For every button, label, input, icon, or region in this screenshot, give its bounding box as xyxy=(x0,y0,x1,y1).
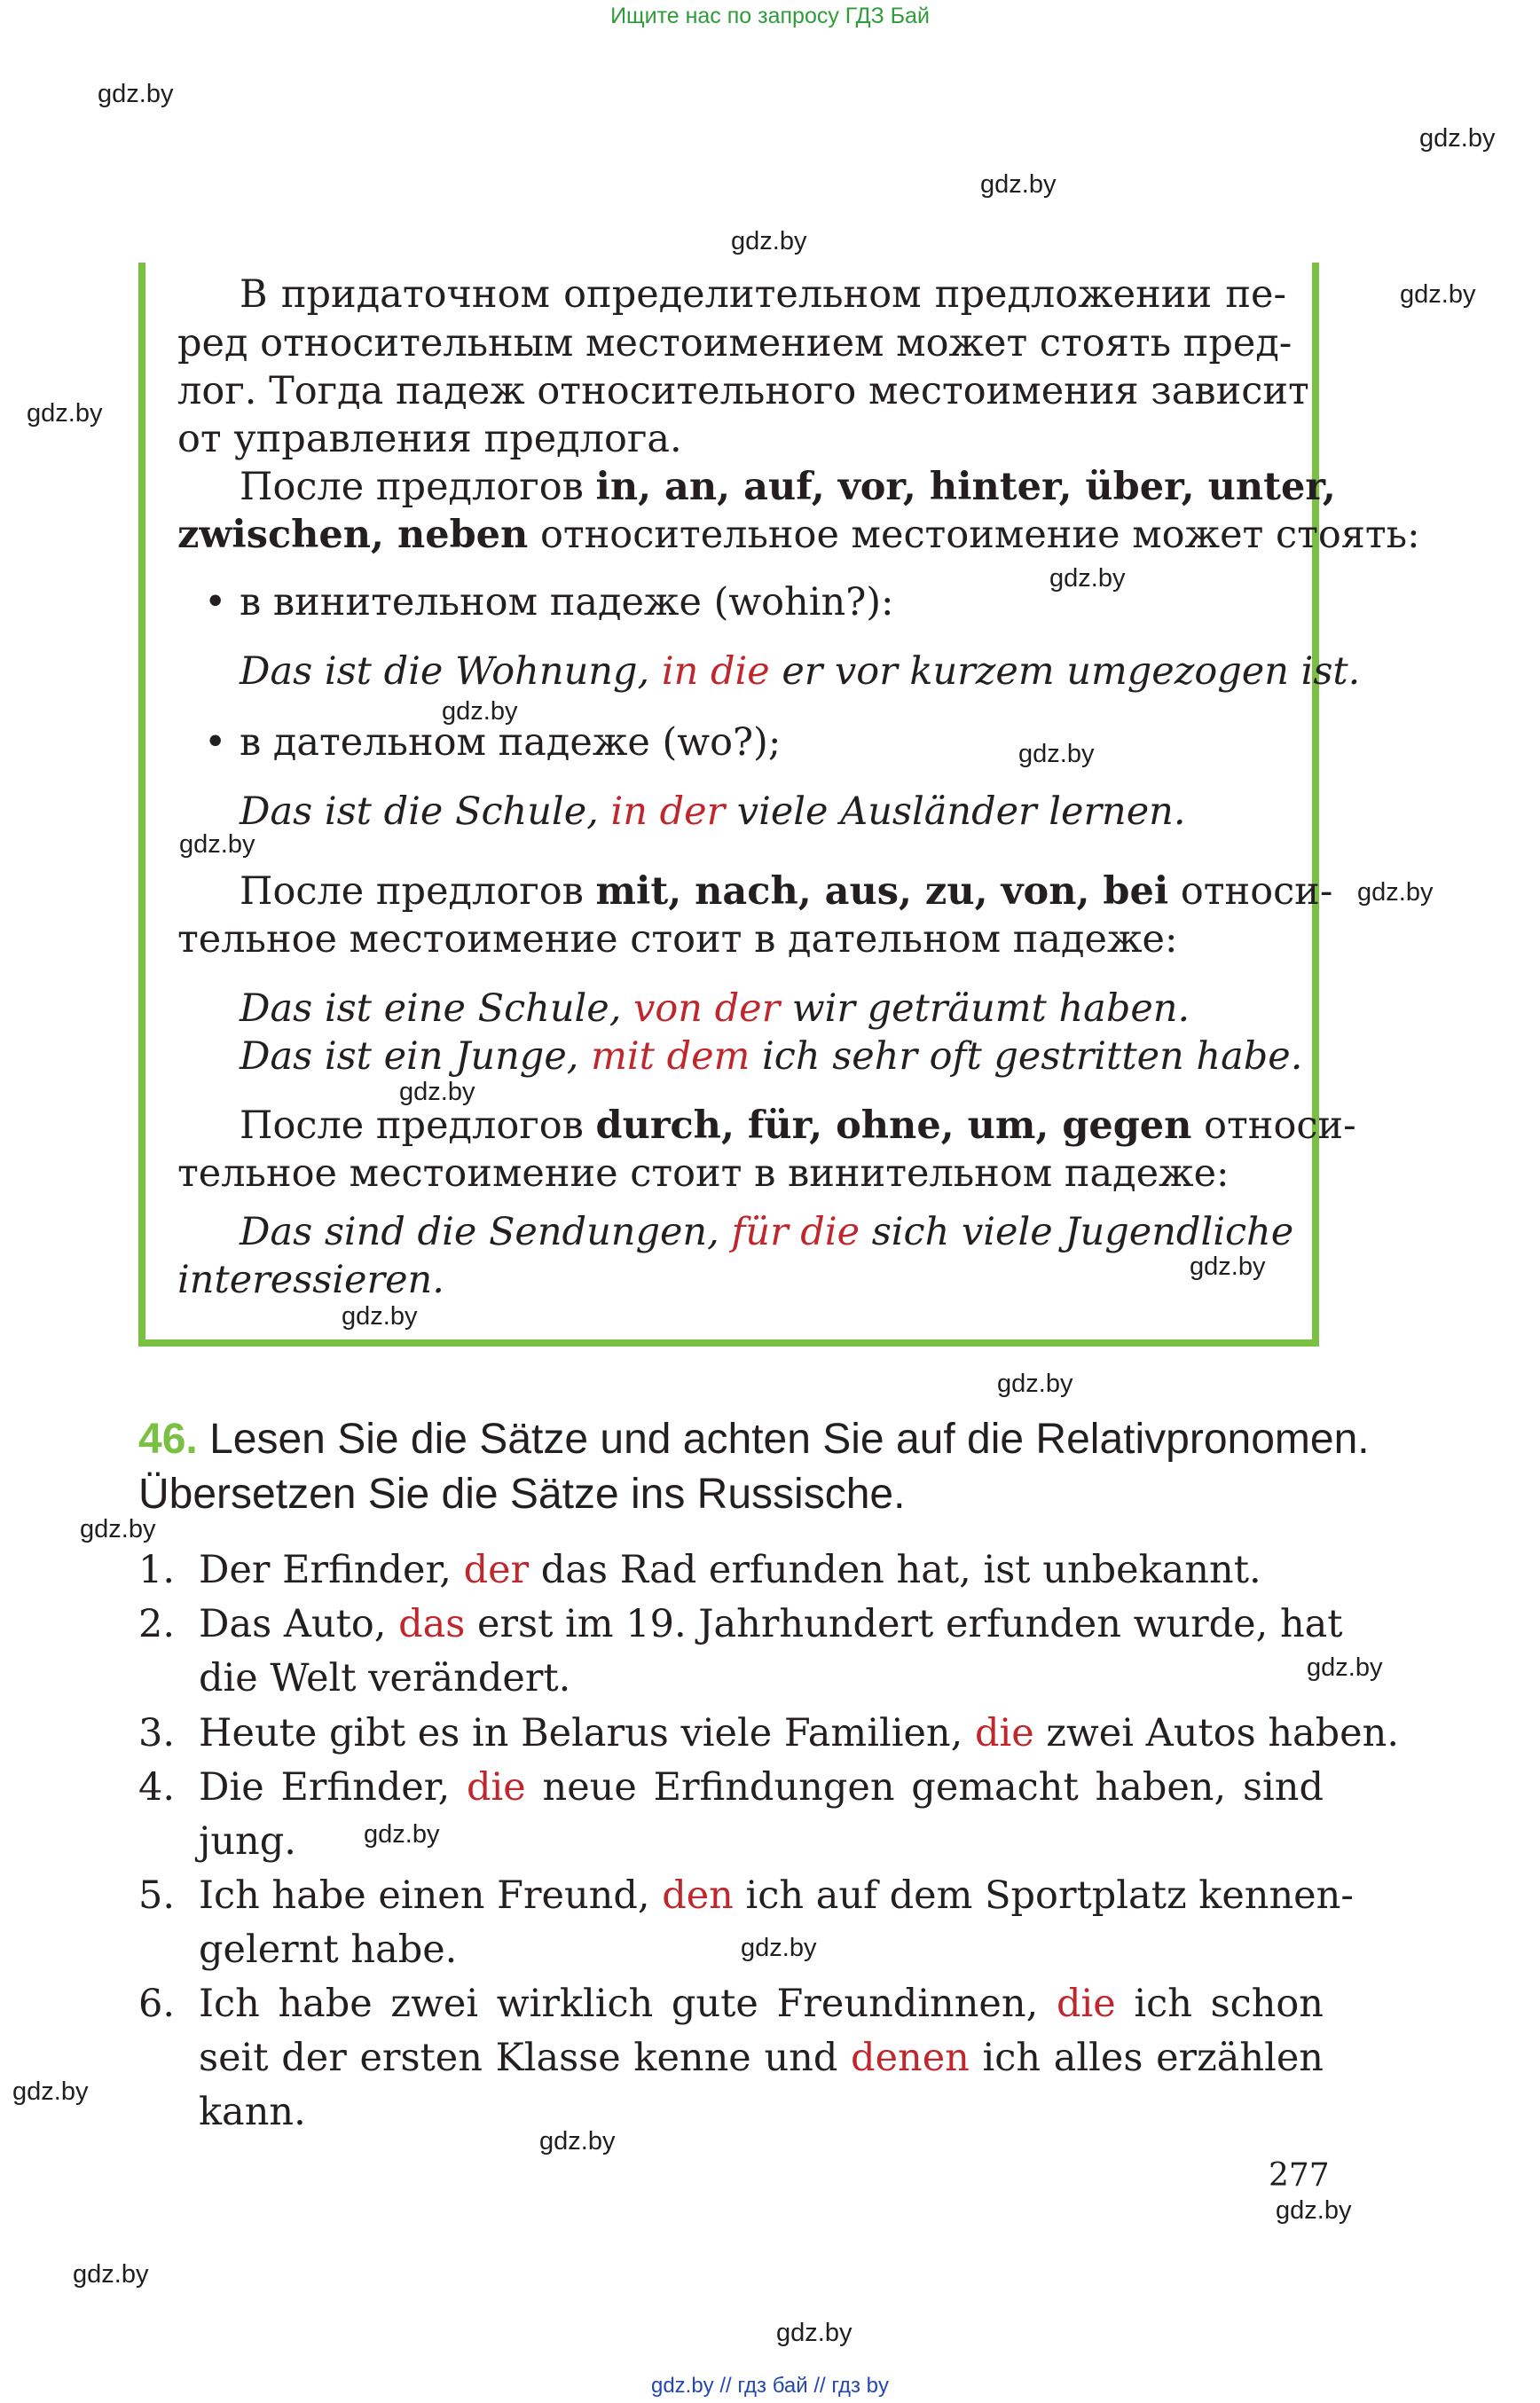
bullet-dative: • в дательном падеже (wo?); xyxy=(204,720,782,765)
watermark: gdz.by xyxy=(80,1515,156,1543)
item-text: Das Auto, das erst im 19. Jahrhundert erfunden wurde, hat xyxy=(199,1602,1343,1646)
item-text: die Welt verändert. xyxy=(199,1656,571,1700)
watermark: gdz.by xyxy=(27,399,103,428)
item-text: Der Erfinder, der das Rad erfunden hat, ist unbekannt. xyxy=(199,1548,1261,1592)
highlighted-relative-pronoun: die xyxy=(1056,1982,1116,2026)
preposition-list: durch, für, ohne, um, gegen xyxy=(595,1103,1192,1148)
watermark: gdz.by xyxy=(741,1934,817,1962)
preposition-list: in, an, auf, vor, hinter, über, unter, xyxy=(595,465,1336,509)
footer-links[interactable]: gdz.by // гдз бай // гдз by xyxy=(650,2374,890,2398)
bullet-icon: • xyxy=(204,580,227,624)
watermark: gdz.by xyxy=(12,2077,89,2106)
task-instruction: Übersetzen Sie die Sätze ins Russische. xyxy=(138,1471,906,1518)
top-banner[interactable]: Ищите нас по запросу ГДЗ Бай xyxy=(610,4,930,28)
item-text: gelernt habe. xyxy=(199,1928,458,1972)
example-sentence: Das ist die Wohnung, in die er vor kurzem umgezogen ist. xyxy=(240,649,1361,694)
item-text: Ich habe zwei wirklich gute Freundinnen, die ich schon xyxy=(199,1982,1324,2026)
item-text: kann. xyxy=(199,2090,306,2134)
highlighted-relative-pronoun: von der xyxy=(633,986,781,1031)
highlighted-relative-pronoun: die xyxy=(974,1711,1034,1755)
rule-text-line: лог. Тогда падеж относительного местоимения зависит xyxy=(177,369,1309,413)
highlighted-relative-pronoun: den xyxy=(662,1873,734,1918)
rule-text-line: zwischen, neben относительное местоимение может стоять: xyxy=(177,513,1420,557)
highlighted-relative-pronoun: denen xyxy=(851,2036,970,2080)
task-heading xyxy=(138,1412,1370,1522)
example-sentence: Das ist eine Schule, von der wir geträumt haben. xyxy=(240,986,1190,1031)
watermark: gdz.by xyxy=(399,1078,475,1106)
example-sentence: Das ist ein Junge, mit dem ich sehr oft gestritten habe. xyxy=(240,1034,1303,1079)
item-number: 1. xyxy=(138,1548,176,1592)
watermark: gdz.by xyxy=(539,2127,616,2156)
watermark: gdz.by xyxy=(1419,124,1496,153)
watermark: gdz.by xyxy=(1276,2196,1352,2225)
watermark: gdz.by xyxy=(442,697,518,726)
item-text: seit der ersten Klasse kenne und denen ich alles erzählen xyxy=(199,2036,1324,2080)
watermark: gdz.by xyxy=(1400,280,1476,309)
watermark: gdz.by xyxy=(364,1820,440,1849)
rule-text-line: После предлогов durch, für, ohne, um, gegen относи- xyxy=(240,1103,1356,1148)
watermark: gdz.by xyxy=(980,170,1057,199)
rule-text-line: ред относительным местоимением может стоять пред- xyxy=(177,321,1292,365)
highlighted-relative-pronoun: in die xyxy=(661,649,770,694)
rule-text-line: от управления предлога. xyxy=(177,417,682,461)
highlighted-relative-pronoun: mit dem xyxy=(591,1034,750,1079)
rule-text-line: тельное местоимение стоит в дательном падеже: xyxy=(177,917,1178,962)
watermark: gdz.by xyxy=(1357,878,1434,907)
watermark: gdz.by xyxy=(342,1302,418,1331)
example-sentence: Das ist die Schule, in der viele Ausländer lernen. xyxy=(240,789,1186,834)
example-sentence: Das sind die Sendungen, für die sich viele Jugendliche xyxy=(240,1210,1294,1254)
rule-text-line: После предлогов mit, nach, aus, zu, von, bei относи- xyxy=(240,869,1333,914)
watermark: gdz.by xyxy=(776,2319,852,2347)
rule-text-line: В придаточном определительном предложении пе- xyxy=(240,272,1286,317)
task-number: 46. xyxy=(138,1416,198,1463)
item-number: 4. xyxy=(138,1765,176,1810)
item-text: Ich habe einen Freund, den ich auf dem Sportplatz kennen- xyxy=(199,1873,1354,1918)
watermark: gdz.by xyxy=(731,227,807,255)
item-text: Die Erfinder, die neue Erfindungen gemacht haben, sind xyxy=(199,1765,1324,1810)
rule-text-line: тельное местоимение стоит в винительном падеже: xyxy=(177,1151,1230,1196)
highlighted-relative-pronoun: das xyxy=(398,1602,466,1646)
preposition-list: zwischen, neben xyxy=(177,513,529,557)
preposition-list: mit, nach, aus, zu, von, bei xyxy=(595,869,1169,914)
watermark: gdz.by xyxy=(1190,1253,1266,1281)
highlighted-relative-pronoun: für die xyxy=(731,1210,860,1254)
item-text: Heute gibt es in Belarus viele Familien, die zwei Autos haben. xyxy=(199,1711,1399,1755)
item-number: 3. xyxy=(138,1711,176,1755)
rule-text-line: После предлогов in, an, auf, vor, hinter, über, unter, xyxy=(240,465,1336,509)
item-text: jung. xyxy=(199,1819,296,1864)
item-number: 2. xyxy=(138,1602,176,1646)
bullet-accusative: • в винительном падеже (wohin?): xyxy=(204,580,894,624)
item-number: 5. xyxy=(138,1873,176,1918)
watermark: gdz.by xyxy=(1307,1653,1383,1682)
example-sentence-continuation: interessieren. xyxy=(177,1258,444,1302)
highlighted-relative-pronoun: in der xyxy=(610,789,726,834)
highlighted-relative-pronoun: die xyxy=(467,1765,526,1810)
watermark: gdz.by xyxy=(997,1370,1073,1398)
page-number: 277 xyxy=(1269,2157,1330,2194)
watermark: gdz.by xyxy=(1049,564,1126,593)
watermark: gdz.by xyxy=(1018,740,1095,768)
task-instruction: Lesen Sie die Sätze und achten Sie auf die Relativpronomen. xyxy=(209,1416,1370,1463)
watermark: gdz.by xyxy=(73,2260,149,2289)
watermark: gdz.by xyxy=(179,830,255,859)
highlighted-relative-pronoun: der xyxy=(463,1548,530,1592)
bullet-icon: • xyxy=(204,720,227,765)
watermark: gdz.by xyxy=(98,80,174,108)
item-number: 6. xyxy=(138,1982,176,2026)
